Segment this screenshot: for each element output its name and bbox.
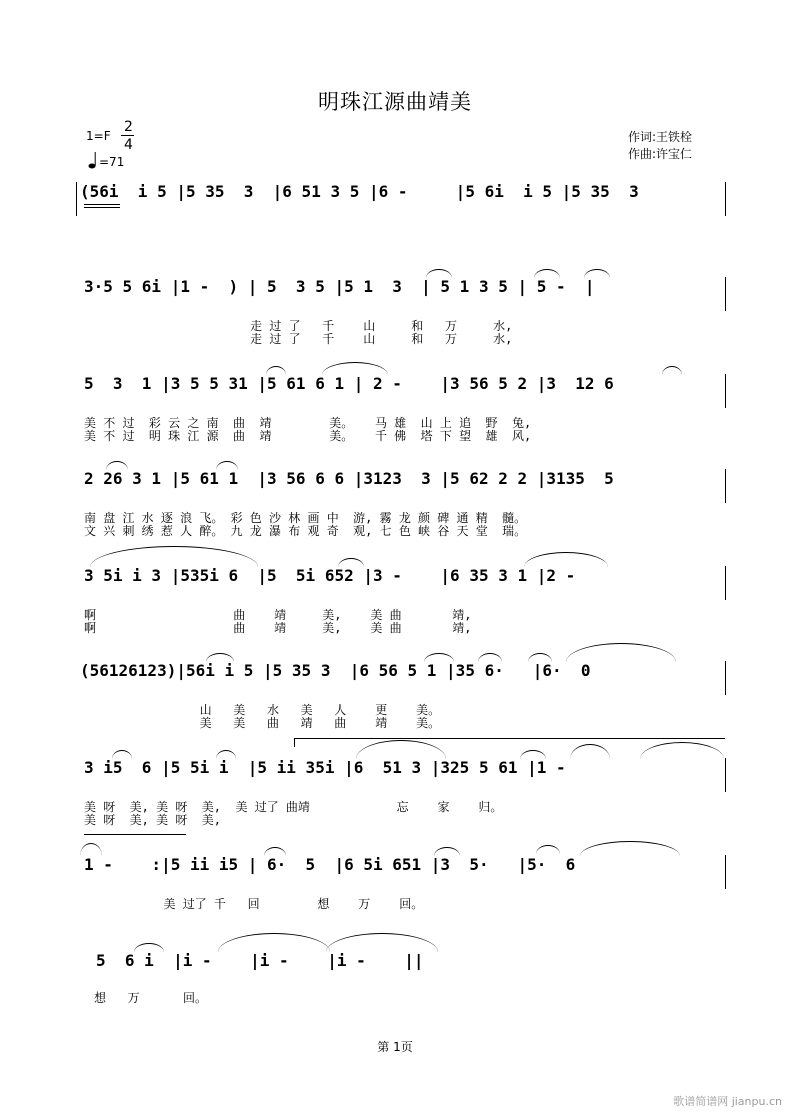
key-signature: 1=F [86,129,111,143]
music-row-5 [0,566,790,635]
quarter-note-icon [88,150,98,174]
underline [84,204,120,205]
tie [80,843,102,856]
tie [426,269,452,278]
notation-line: 1 - :|5 ii i5 | 6· 5 |6 5i 651 |3 5· |5· 6 [84,855,576,874]
lyric-verse-1: 走 过 了 千 山 和 万 水, [84,319,513,333]
time-signature-bottom: 4 [124,137,133,153]
bar-line [725,758,726,792]
music-row-7 [0,758,790,827]
tie [134,943,164,952]
tie [662,366,682,375]
notation-line: 5 6 i |i - |i - |i - || [96,951,424,970]
watermark: 歌谱简谱网 jianpu.cn [673,1095,782,1108]
tie [584,269,610,278]
lyric-verse-1: 南 盘 江 水 逐 浪 飞。 彩 色 沙 林 画 中 游, 霧 龙 颜 碑 通 精 髓。 [84,511,527,525]
lyricist-credit: 作词:王铁栓 [628,130,693,144]
tie [106,461,128,470]
notation-line: (56126123)|56i i 5 |5 35 3 |6 56 5 1 |35 6· |6· 0 [80,661,591,680]
bar-line [725,469,726,503]
notation-line: 3 5i i 3 |535i 6 |5 5i 652 |3 - |6 35 3 1 |2 - [84,566,576,585]
lyric-verse-1: 想 万 回。 [94,991,208,1005]
tie [520,750,546,759]
tie [566,643,676,662]
tie [534,269,560,278]
tempo-marking: =71 [99,155,125,169]
lyric-verse-2: 美 呀 美, 美 呀 美, [84,813,222,827]
bar-line [725,182,726,216]
lyric-verse-1: 山 美 水 美 人 更 美。 [84,703,441,717]
bar-line [76,182,77,216]
music-row-2 [0,277,790,346]
notation-line: (56i i 5 |5 35 3 |6 51 3 5 |6 - |5 6i i 5 |5 35 3 [80,182,639,201]
notation-line: 3·5 5 6i |1 - ) | 5 3 5 |5 1 3 | 5 1 3 5 | 5 - | [84,277,595,296]
tie [216,461,238,470]
tie [218,933,330,952]
tie [266,366,286,375]
music-row-6 [0,661,790,730]
music-row-8 [0,855,790,915]
music-row-9 [0,951,790,1011]
lyric-verse-2: 啊 曲 靖 美, 美 曲 靖, [84,621,472,635]
lyric-verse-2: 美 美 曲 靖 曲 靖 美。 [84,716,441,730]
lyric-verse-2: 文 兴 刺 绣 惹 人 醉。 九 龙 瀑 布 观 奇 观, 七 色 峡 谷 天 堂 瑞。 [84,524,527,538]
tie [112,750,132,759]
time-signature-line [121,135,134,136]
tie [216,750,236,759]
page-title: 明珠江源曲靖美 [318,90,472,114]
lyric-verse-1: 美 不 过 彩 云 之 南 曲 靖 美。 马 雄 山 上 追 野 兔, [84,416,532,430]
lyric-verse-1: 美 过了 千 回 想 万 回。 [84,897,424,911]
tie [264,847,286,856]
lyric-verse-1: 美 呀 美, 美 呀 美, 美 过了 曲靖 忘 家 归。 [84,800,503,814]
lyric-verse-2: 走 过 了 千 山 和 万 水, [84,332,513,346]
tie [536,845,560,854]
slur [524,552,608,567]
tie [338,558,364,567]
lyric-verse-1: 啊 曲 靖 美, 美 曲 靖, [84,608,472,622]
tie [206,653,234,662]
underline [84,207,120,208]
slur [90,546,258,567]
tie [424,653,454,662]
bar-line [725,277,726,311]
notation-line: 3 i5 6 |5 5i i |5 ii 35i |6 51 3 |325 5 61 |1 - [84,758,566,777]
tie [322,362,388,375]
tie [528,653,552,662]
bar-line [725,566,726,600]
music-row-3 [0,374,790,443]
notation-line: 5 3 1 |3 5 5 31 |5 61 6 1 | 2 - |3 56 5 2 |3 12 6 [84,374,614,393]
music-row-4 [0,469,790,538]
time-signature-top: 2 [124,119,133,135]
tie [326,933,438,952]
notation-line: 2 26 3 1 |5 61 1 |3 56 6 6 |3123 3 |5 62 2 2 |3135 5 [84,469,614,488]
bar-line [725,661,726,695]
bar-line [725,374,726,408]
volta-bracket-2 [84,834,186,835]
composer-credit: 作曲:许宝仁 [628,147,693,161]
page-number: 第 1页 [377,1040,413,1054]
tie [580,841,680,856]
bar-line [725,855,726,889]
lyric-verse-2: 美 不 过 明 珠 江 源 曲 靖 美。 千 佛 塔 下 望 雄 风, [84,429,532,443]
tie [434,847,460,856]
music-row-1 [0,182,790,242]
tie [478,653,502,662]
